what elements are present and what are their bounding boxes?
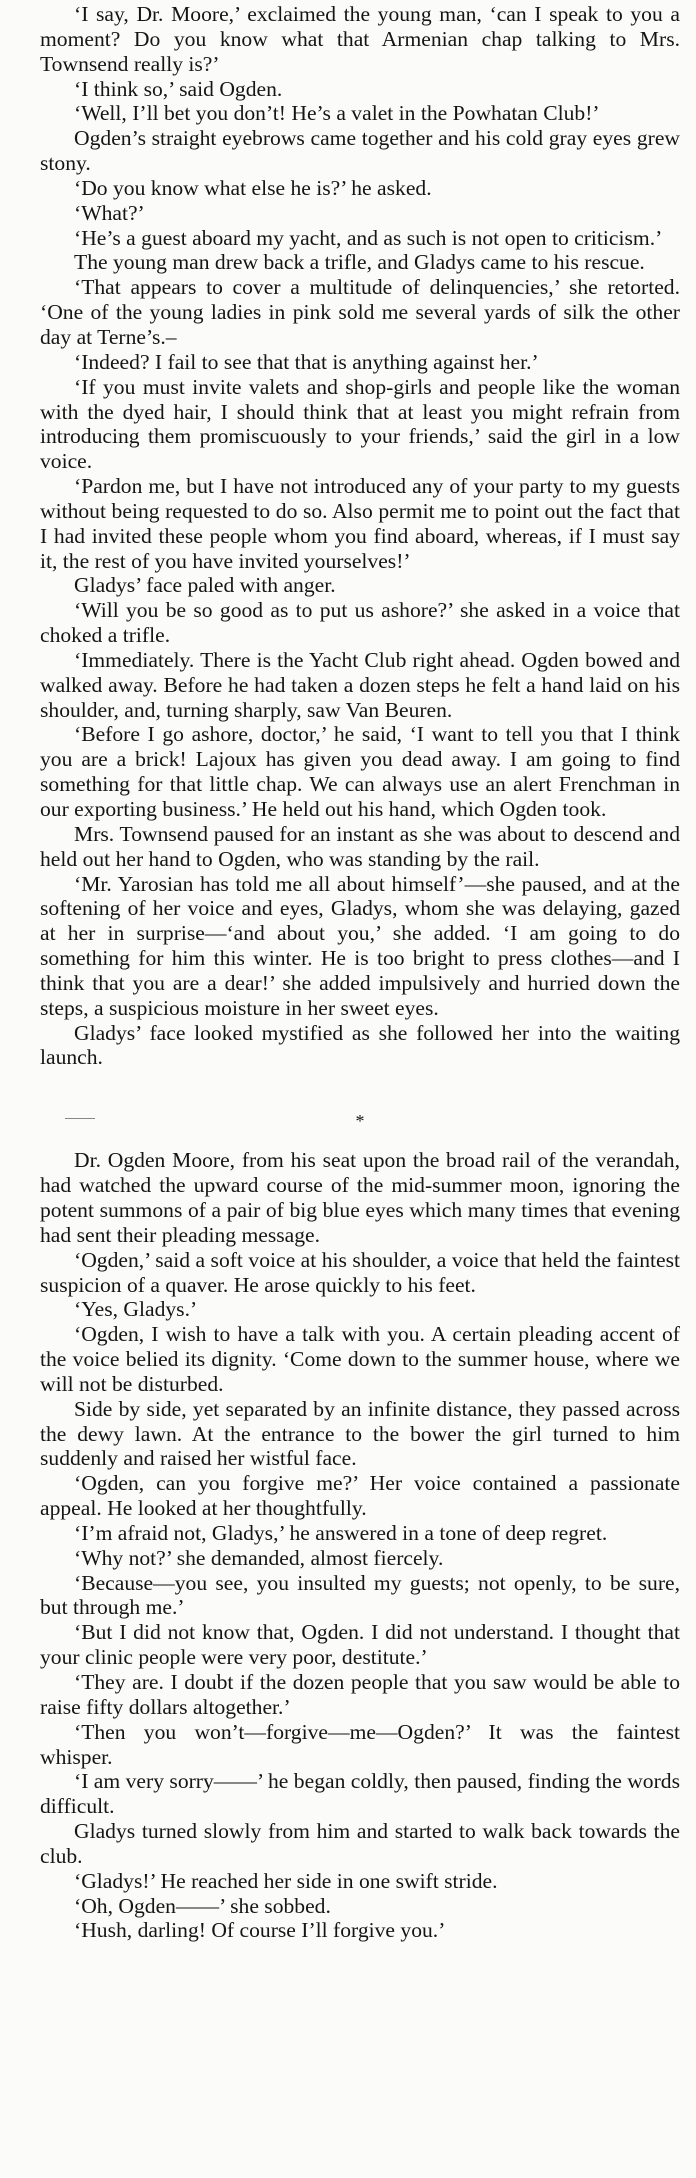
paragraph: ‘He’s a guest aboard my yacht, and as such is not open to criticism.’ (74, 225, 663, 250)
paragraph: ‘Pardon me, but I have not introduced any of your party to my guests without being requested to do so. Also permit me to point out the fact that I had invited these people whom you find aboard, whereas, if I must say it, the rest of you have invited yourselves!’ (40, 474, 680, 573)
paragraph: ‘Hush, darling! Of course I’ll forgive you.’ (74, 1918, 446, 1943)
paragraph: ‘What?’ (74, 200, 145, 225)
paragraph: ‘Gladys!’ He reached her side in one swift stride. (74, 1868, 498, 1893)
story-column (40, 2, 680, 1943)
paragraph: Ogden’s straight eyebrows came together and his cold gray eyes grew stony. (40, 126, 680, 176)
paragraph: ‘Indeed? I fail to see that that is anything against her.’ (74, 349, 539, 374)
paragraph: ‘Ogden,’ said a soft voice at his shoulder, a voice that held the faintest suspicion of a quaver. He arose quickly to his feet. (40, 1247, 680, 1297)
paragraph: ‘Why not?’ she demanded, almost fiercely. (74, 1545, 444, 1570)
paragraph: ‘But I did not know that, Ogden. I did not understand. I thought that your clinic people were very poor, destitute.’ (40, 1620, 680, 1670)
paragraph: Side by side, yet separated by an infinite distance, they passed across the dewy lawn. At the entrance to the bower the girl turned to him suddenly and raised her wistful face. (40, 1396, 680, 1471)
paragraph: Gladys’ face looked mystified as she followed her into the waiting launch. (40, 1020, 680, 1070)
story-part-two (40, 1148, 680, 1943)
section-break (40, 1070, 680, 1148)
stray-dash-mark (65, 1118, 95, 1119)
paragraph: ‘They are. I doubt if the dozen people that you saw would be able to raise fifty dollars altogether.’ (40, 1670, 680, 1719)
paragraph: ‘Well, I’ll bet you don’t! He’s a valet in the Powhatan Club!’ (74, 101, 600, 126)
paragraph: ‘Ogden, can you forgive me?’ Her voice contained a passionate appeal. He looked at her thoughtfully. (40, 1471, 680, 1521)
paragraph: ‘Will you be so good as to put us ashore?’ she asked in a voice that choked a trifle. (40, 598, 680, 648)
paragraph: ‘Yes, Gladys.’ (74, 1297, 198, 1322)
paragraph: ‘Immediately. There is the Yacht Club right ahead. Ogden bowed and walked away. Before he had taken a dozen steps he felt a hand laid on his shoulder, and, turning sharply, saw Van Beuren. (40, 647, 680, 722)
paragraph: ‘I say, Dr. Moore,’ exclaimed the young man, ‘can I speak to you a moment? Do you know what that Armenian chap talking to Mrs. Townsend really is?’ (40, 2, 680, 76)
section-break-asterisk: * (355, 1111, 365, 1132)
paragraph: ‘Do you know what else he is?’ he asked. (74, 175, 432, 200)
story-part-one (40, 2, 680, 1070)
paragraph: ‘I’m afraid not, Gladys,’ he answered in a tone of deep regret. (74, 1520, 608, 1545)
paragraph: ‘Because—you see, you insulted my guests; not openly, to be sure, but through me.’ (40, 1570, 680, 1620)
paragraph: The young man drew back a trifle, and Gladys came to his rescue. (74, 250, 645, 275)
paragraph: ‘Then you won’t—forgive—me—Ogden?’ It was the faintest whisper. (40, 1719, 680, 1769)
paragraph: ‘Ogden, I wish to have a talk with you. A certain pleading accent of the voice belied its dignity. ‘Come down to the summer house, where we will not be disturbed. (40, 1322, 680, 1396)
paragraph: Dr. Ogden Moore, from his seat upon the broad rail of the verandah, had watched the upward course of the mid-summer moon, ignoring the potent summons of a pair of big blue eyes which many times that evening had sent their pleading message. (40, 1148, 680, 1247)
paragraph: Gladys’ face paled with anger. (74, 573, 336, 598)
paragraph: ‘That appears to cover a multitude of delinquencies,’ she retorted. ‘One of the young ladies in pink sold me several yards of silk the other day at Terne’s.– (40, 275, 680, 349)
paragraph: Mrs. Townsend paused for an instant as she was about to descend and held out her hand to Ogden, who was standing by the rail. (40, 821, 680, 871)
paragraph: ‘If you must invite valets and shop-girls and people like the woman with the dyed hair, I should think that at least you might refrain from introducing them promiscuously to your friends,’ said the girl in a low voice. (40, 374, 680, 474)
paragraph: ‘I am very sorry——’ he began coldly, then paused, finding the words difficult. (40, 1769, 680, 1819)
paragraph: ‘I think so,’ said Ogden. (74, 76, 283, 101)
paragraph: ‘Mr. Yarosian has told me all about himself’—she paused, and at the softening of her voice and eyes, Gladys, whom she was delaying, gazed at her in surprise—‘and about you,’ she added. ‘I am going to do something for him this winter. He is too bright to press clothes—and I think that you are a dear!’ she added impulsively and hurried down the steps, a suspicious moisture in her sweet eyes. (40, 871, 680, 1020)
paragraph: Gladys turned slowly from him and started to walk back towards the club. (40, 1819, 680, 1868)
paragraph: ‘Before I go ashore, doctor,’ he said, ‘I want to tell you that I think you are a brick! Lajoux has given you dead away. I am going to find something for that little chap. We can always use an alert Frenchman in our exporting business.’ He held out his hand, which Ogden took. (40, 722, 680, 821)
paragraph: ‘Oh, Ogden——’ she sobbed. (74, 1893, 331, 1918)
